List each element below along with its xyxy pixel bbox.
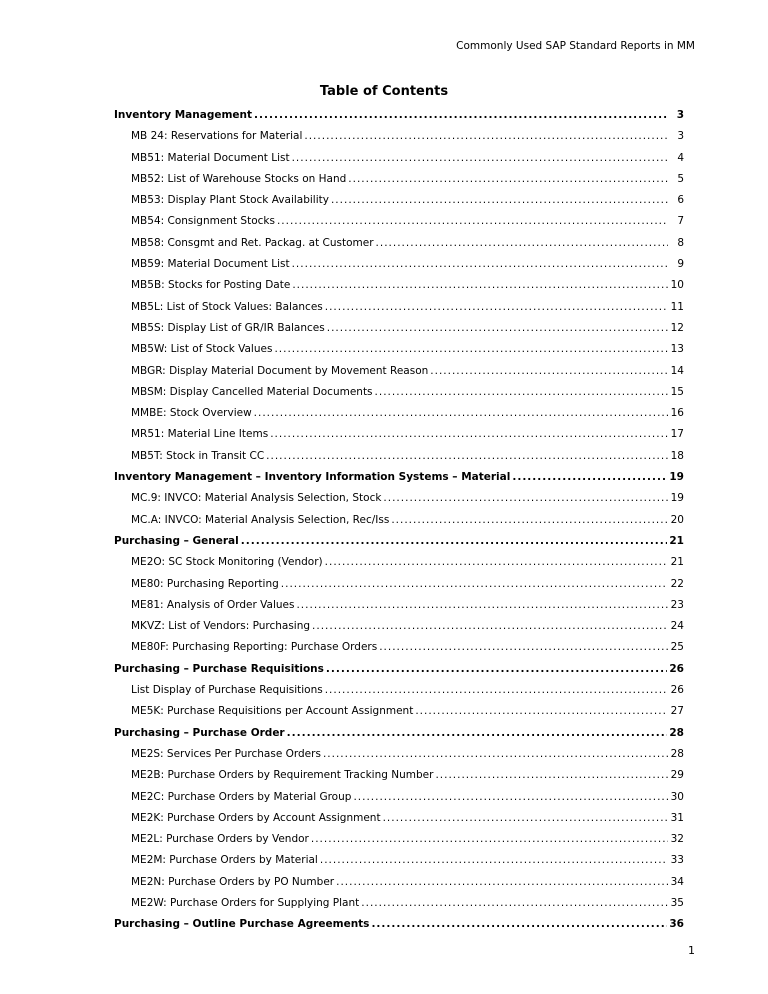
toc-entry-title: MR51: Material Line Items <box>131 428 269 441</box>
toc-dot-leader <box>304 130 668 142</box>
toc-entry-title: ME2W: Purchase Orders for Supplying Plant <box>131 896 360 909</box>
toc-page-number: 17 <box>670 428 684 441</box>
toc-entry-title: Purchasing – Outline Purchase Agreements <box>114 918 370 931</box>
toc-page-number: 27 <box>670 705 684 718</box>
toc-dot-leader <box>320 854 668 866</box>
toc-entry-title: List Display of Purchase Requisitions <box>131 684 323 697</box>
toc-section-entry[interactable] <box>114 109 684 130</box>
toc-dot-leader <box>281 578 668 590</box>
toc-subentry[interactable] <box>114 301 684 322</box>
toc-entry-title: MKVZ: List of Vendors: Purchasing <box>131 620 311 633</box>
toc-subentry[interactable] <box>114 173 684 194</box>
toc-page-number: 32 <box>670 833 684 846</box>
toc-entry-title: MB5W: List of Stock Values <box>131 343 273 356</box>
toc-dot-leader <box>383 812 668 824</box>
toc-dot-leader <box>348 173 668 185</box>
toc-subentry[interactable] <box>114 215 684 236</box>
toc-entry-title: MB51: Material Document List <box>131 151 290 164</box>
toc-dot-leader <box>331 194 668 206</box>
toc-entry-title: Purchasing – Purchase Requisitions <box>114 662 324 675</box>
toc-subentry[interactable] <box>114 684 684 705</box>
toc-subentry[interactable] <box>114 407 684 428</box>
toc-subentry[interactable] <box>114 620 684 641</box>
toc-dot-leader <box>270 428 668 440</box>
toc-subentry[interactable] <box>114 386 684 407</box>
toc-subentry[interactable] <box>114 428 684 449</box>
toc-page-number: 36 <box>669 918 684 931</box>
toc-page-number: 19 <box>669 471 684 484</box>
toc-subentry[interactable] <box>114 279 684 300</box>
toc-entry-title: MB54: Consignment Stocks <box>131 215 275 228</box>
toc-page-number: 24 <box>670 620 684 633</box>
toc-dot-leader <box>376 237 668 249</box>
toc-entry-title: MB52: List of Warehouse Stocks on Hand <box>131 172 347 185</box>
toc-subentry[interactable] <box>114 748 684 769</box>
toc-entry-title: ME2C: Purchase Orders by Material Group <box>131 790 352 803</box>
toc-page-number: 28 <box>670 747 684 760</box>
toc-page-number: 13 <box>670 343 684 356</box>
toc-page-number: 25 <box>670 641 684 654</box>
toc-dot-leader <box>435 769 668 781</box>
toc-page-number: 7 <box>677 215 684 228</box>
toc-page-number: 21 <box>670 556 684 569</box>
toc-subentry[interactable] <box>114 258 684 279</box>
toc-entry-title: MB59: Material Document List <box>131 258 290 271</box>
toc-subentry[interactable] <box>114 854 684 875</box>
toc-page-number: 34 <box>670 875 684 888</box>
toc-entry-title: MB5L: List of Stock Values: Balances <box>131 300 323 313</box>
toc-dot-leader <box>254 109 668 121</box>
toc-page-number: 15 <box>670 385 684 398</box>
toc-subentry[interactable] <box>114 833 684 854</box>
page-number: 1 <box>688 944 695 957</box>
toc-dot-leader <box>292 258 668 270</box>
toc-section-entry[interactable] <box>114 535 684 556</box>
toc-entry-title: MB5T: Stock in Transit CC <box>131 449 265 462</box>
toc-page-number: 21 <box>669 534 684 547</box>
toc-entry-title: Purchasing – General <box>114 534 239 547</box>
toc-page-number: 3 <box>677 130 684 143</box>
toc-subentry[interactable] <box>114 450 684 471</box>
page-title: Table of Contents <box>319 84 449 99</box>
toc-entry-title: MB5B: Stocks for Posting Date <box>131 279 291 292</box>
toc-dot-leader <box>430 365 668 377</box>
toc-dot-leader <box>274 343 668 355</box>
toc-dot-leader <box>312 620 668 632</box>
toc-page-number: 28 <box>669 726 684 739</box>
toc-page-number: 31 <box>670 811 684 824</box>
toc-entry-title: ME2S: Services Per Purchase Orders <box>131 747 321 760</box>
toc-page-number: 30 <box>670 790 684 803</box>
toc-page-number: 26 <box>670 684 684 697</box>
toc-page-number: 10 <box>670 279 684 292</box>
toc-entry-title: ME2K: Purchase Orders by Account Assignment <box>131 811 381 824</box>
toc-dot-leader <box>361 897 668 909</box>
toc-entry-title: Purchasing – Purchase Order <box>114 726 285 739</box>
toc-entry-title: Inventory Management – Inventory Information Systems – Material <box>114 471 511 484</box>
toc-page-number: 29 <box>670 769 684 782</box>
toc-page-number: 20 <box>670 513 684 526</box>
toc-section-entry[interactable] <box>114 727 684 748</box>
toc-dot-leader <box>287 727 668 739</box>
toc-entry-title: ME81: Analysis of Order Values <box>131 598 295 611</box>
toc-subentry[interactable] <box>114 876 684 897</box>
toc-dot-leader <box>241 535 668 547</box>
toc-dot-leader <box>254 407 668 419</box>
toc-dot-leader <box>325 301 668 313</box>
toc-dot-leader <box>323 748 668 760</box>
toc-page-number: 33 <box>670 854 684 867</box>
toc-entry-title: MBGR: Display Material Document by Movement Reason <box>131 364 429 377</box>
toc-section-entry[interactable] <box>114 663 684 684</box>
toc-subentry[interactable] <box>114 194 684 215</box>
toc-page-number: 22 <box>670 577 684 590</box>
toc-dot-leader <box>325 556 668 568</box>
toc-page-number: 5 <box>677 172 684 185</box>
toc-dot-leader <box>292 279 668 291</box>
toc-dot-leader <box>379 641 668 653</box>
toc-entry-title: MMBE: Stock Overview <box>131 407 252 420</box>
toc-entry-title: ME2O: SC Stock Monitoring (Vendor) <box>131 556 323 569</box>
toc-entry-title: MB5S: Display List of GR/IR Balances <box>131 321 325 334</box>
toc-subentry[interactable] <box>114 492 684 513</box>
toc-dot-leader <box>277 215 668 227</box>
toc-entry-title: ME2N: Purchase Orders by PO Number <box>131 875 335 888</box>
toc-dot-leader <box>292 152 668 164</box>
toc-subentry[interactable] <box>114 897 684 918</box>
toc-page-number: 14 <box>670 364 684 377</box>
toc-dot-leader <box>383 492 668 504</box>
toc-dot-leader <box>336 876 668 888</box>
toc-section-entry[interactable] <box>114 471 684 492</box>
toc-subentry[interactable] <box>114 599 684 620</box>
toc-entry-title: MB58: Consgmt and Ret. Packag. at Customer <box>131 236 374 249</box>
toc-page-number: 18 <box>670 449 684 462</box>
toc-subentry[interactable] <box>114 514 684 535</box>
toc-dot-leader <box>415 705 668 717</box>
toc-subentry[interactable] <box>114 365 684 386</box>
toc-subentry[interactable] <box>114 791 684 812</box>
toc-subentry[interactable] <box>114 705 684 726</box>
toc-subentry[interactable] <box>114 343 684 364</box>
toc-entry-title: MB53: Display Plant Stock Availability <box>131 194 329 207</box>
toc-dot-leader <box>296 599 668 611</box>
toc-entry-title: Inventory Management <box>114 109 253 121</box>
toc-page-number: 26 <box>669 662 684 675</box>
toc-subentry[interactable] <box>114 237 684 258</box>
toc-entry-title: MC.A: INVCO: Material Analysis Selection, Rec/Iss <box>131 513 390 526</box>
toc-subentry[interactable] <box>114 152 684 173</box>
toc-subentry[interactable] <box>114 556 684 577</box>
toc-dot-leader <box>353 791 668 803</box>
toc-dot-leader <box>326 663 667 675</box>
toc-entry-title: ME2M: Purchase Orders by Material <box>131 854 318 867</box>
toc-page-number: 35 <box>670 896 684 909</box>
toc-page-number: 12 <box>670 321 684 334</box>
toc-dot-leader <box>375 386 668 398</box>
toc-page-number: 8 <box>677 236 684 249</box>
toc-subentry[interactable] <box>114 130 684 151</box>
toc-page-number: 9 <box>677 258 684 271</box>
toc-subentry[interactable] <box>114 812 684 833</box>
toc-dot-leader <box>391 514 668 526</box>
toc-subentry[interactable] <box>114 641 684 662</box>
running-header: Commonly Used SAP Standard Reports in MM <box>456 40 695 52</box>
toc-entry-title: ME80F: Purchasing Reporting: Purchase Orders <box>131 641 378 654</box>
toc-subentry[interactable] <box>114 322 684 343</box>
toc-dot-leader <box>311 833 668 845</box>
toc-page-number: 23 <box>670 598 684 611</box>
table-of-contents <box>114 109 684 940</box>
toc-page-number: 4 <box>677 151 684 164</box>
toc-subentry[interactable] <box>114 578 684 599</box>
toc-page-number: 6 <box>677 194 684 207</box>
toc-entry-title: ME2B: Purchase Orders by Requirement Tracking Number <box>131 769 434 782</box>
toc-page-number: 19 <box>670 492 684 505</box>
toc-entry-title: ME80: Purchasing Reporting <box>131 577 279 590</box>
toc-dot-leader <box>327 322 668 334</box>
toc-page-number: 16 <box>670 407 684 420</box>
toc-entry-title: ME5K: Purchase Requisitions per Account Assignment <box>131 705 414 718</box>
toc-dot-leader <box>266 450 668 462</box>
toc-section-entry[interactable] <box>114 918 684 939</box>
toc-dot-leader <box>512 471 667 483</box>
toc-entry-title: MC.9: INVCO: Material Analysis Selection, Stock <box>131 492 382 505</box>
toc-page-number: 11 <box>670 300 684 313</box>
toc-entry-title: ME2L: Purchase Orders by Vendor <box>131 833 309 846</box>
toc-page-number: 3 <box>676 109 684 121</box>
toc-entry-title: MBSM: Display Cancelled Material Documents <box>131 385 373 398</box>
toc-dot-leader <box>371 918 667 930</box>
toc-subentry[interactable] <box>114 769 684 790</box>
toc-entry-title: MB 24: Reservations for Material <box>131 130 303 143</box>
toc-dot-leader <box>325 684 668 696</box>
